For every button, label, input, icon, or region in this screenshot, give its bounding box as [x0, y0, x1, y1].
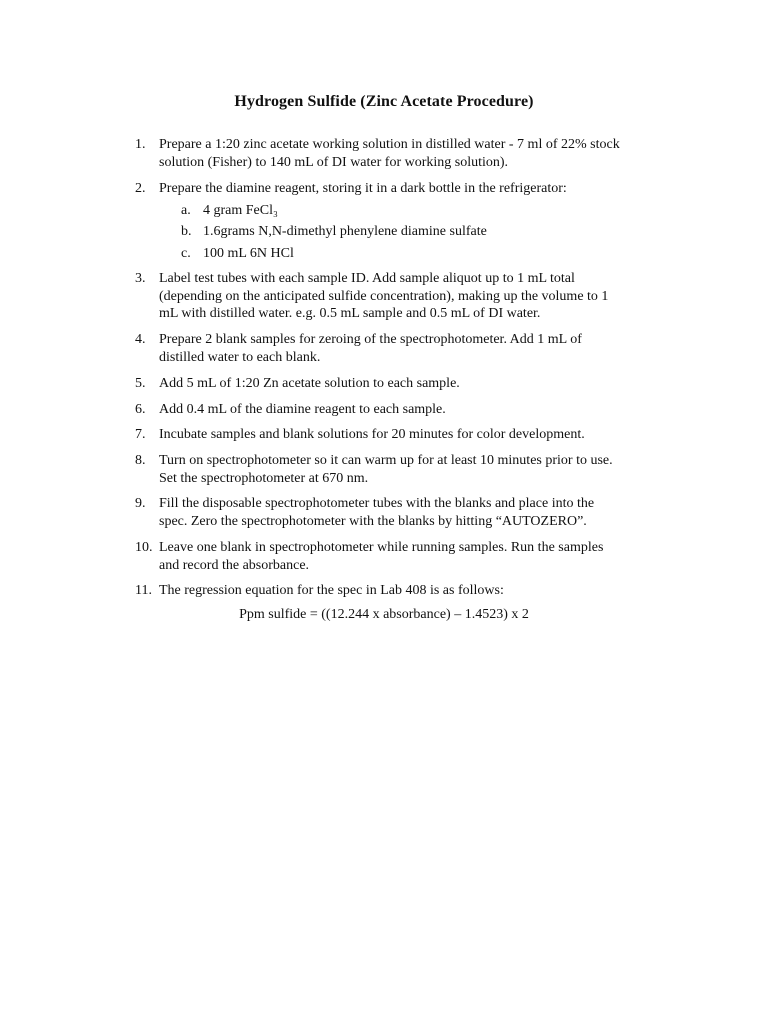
reagent-letter: a. — [181, 203, 191, 218]
reagent-letter: b. — [181, 224, 192, 239]
step-number: 6. — [135, 402, 146, 417]
reagent-text: 1.6grams N,N-dimethyl phenylene diamine sulfate — [203, 224, 487, 239]
reagent-text: 100 mL 6N HCl — [203, 246, 294, 261]
step-text: Leave one blank in spectrophotometer while running samples. Run the samples and record the absorbance. — [159, 540, 604, 573]
document-title: Hydrogen Sulfide (Zinc Acetate Procedure) — [234, 93, 534, 110]
step-number: 7. — [135, 427, 146, 442]
step-text: Incubate samples and blank solutions for 20 minutes for color development. — [159, 427, 585, 442]
step-number: 1. — [135, 137, 146, 152]
reagent-text: 4 gram FeCl₃ — [203, 203, 278, 218]
reagent-letter: c. — [181, 246, 191, 261]
regression-equation: Ppm sulfide = ((12.244 x absorbance) – 1.4523) x 2 — [239, 607, 529, 622]
step-number: 2. — [135, 181, 146, 196]
step-number: 8. — [135, 453, 146, 468]
step-text: Label test tubes with each sample ID. Add sample aliquot up to 1 mL total (depending on the anticipated sulfide concentration), making up the volume to 1 mL with distilled water. e.g. 0.5 mL sample and 0.5 mL of DI water. — [159, 271, 609, 321]
step-text: Add 0.4 mL of the diamine reagent to each sample. — [159, 402, 446, 417]
step-number: 4. — [135, 332, 146, 347]
step-number: 3. — [135, 271, 146, 286]
step-text: Prepare the diamine reagent, storing it in a dark bottle in the refrigerator: — [159, 181, 567, 196]
step-number: 10. — [135, 540, 153, 555]
step-text: The regression equation for the spec in Lab 408 is as follows: — [159, 583, 504, 598]
step-text: Prepare a 1:20 zinc acetate working solution in distilled water - 7 ml of 22% stock solution (Fisher) to 140 mL of DI water for working solution). — [159, 137, 620, 170]
step-text: Add 5 mL of 1:20 Zn acetate solution to each sample. — [159, 376, 460, 391]
step-number: 5. — [135, 376, 146, 391]
step-text: Fill the disposable spectrophotometer tubes with the blanks and place into the spec. Zero the spectrophotometer with the blanks by hitting “AUTOZERO”. — [159, 496, 595, 529]
step-number: 9. — [135, 496, 146, 511]
step-text: Prepare 2 blank samples for zeroing of the spectrophotometer. Add 1 mL of distilled water to each blank. — [159, 332, 582, 365]
step-number: 11. — [135, 583, 152, 598]
step-text: Turn on spectrophotometer so it can warm up for at least 10 minutes prior to use. Set the spectrophotometer at 670 nm. — [159, 453, 613, 486]
